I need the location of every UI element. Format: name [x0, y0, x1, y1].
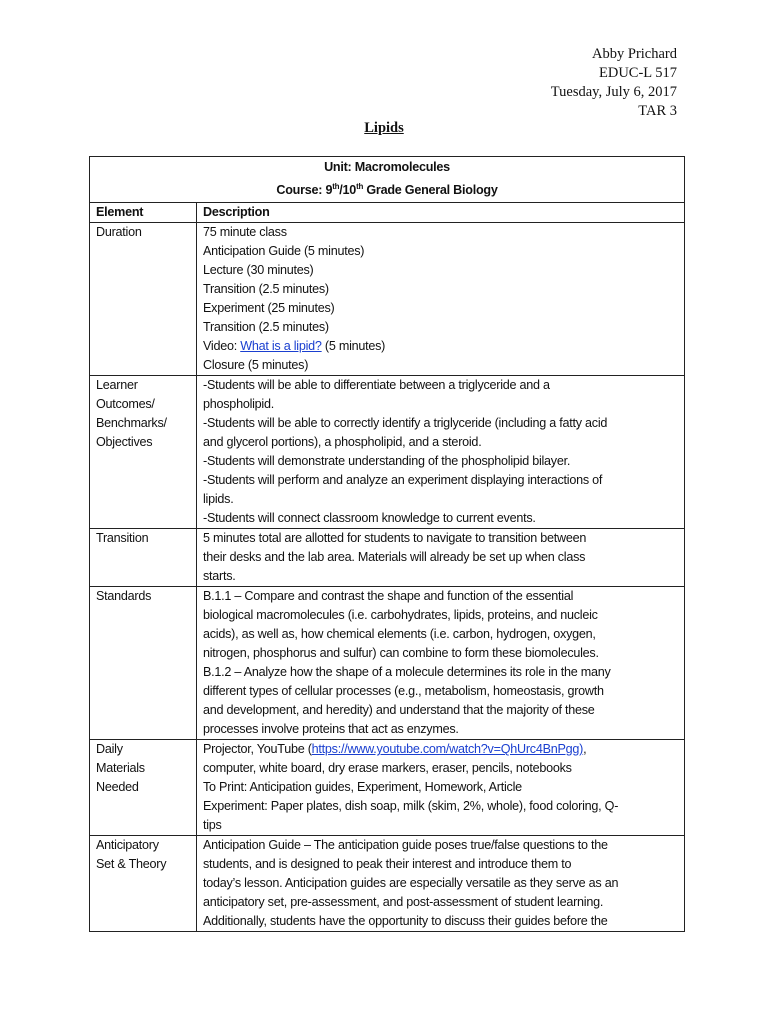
element-label: Benchmarks/ — [96, 416, 167, 431]
table-row — [90, 740, 685, 836]
text-segment: Lecture (30 minutes) — [203, 263, 314, 278]
text-segment: (5 minutes) — [321, 339, 386, 354]
text-segment: acids), as well as, how chemical elements (i.e. carbon, hydrogen, oxygen, — [203, 627, 596, 642]
text-segment: their desks and the lab area. Materials will already be set up when class — [203, 550, 586, 565]
text-segment: -Students will be able to correctly identify a triglyceride (including a fatty acid — [203, 416, 608, 431]
text-segment: lipids. — [203, 492, 234, 507]
element-label: Duration — [96, 225, 142, 240]
description-line — [203, 223, 678, 242]
element-label: Daily — [96, 742, 123, 757]
text-segment: B.1.2 – Analyze how the shape of a molecule determines its role in the many — [203, 665, 611, 680]
element-label: Learner — [96, 378, 138, 393]
description-line — [203, 874, 678, 893]
date: Tuesday, July 6, 2017 — [550, 84, 677, 100]
description-line — [203, 912, 678, 931]
text-segment: computer, white board, dry erase markers, eraser, pencils, notebooks — [203, 761, 572, 776]
element-label: Needed — [96, 780, 139, 795]
description-line — [203, 587, 678, 606]
table-row — [90, 587, 685, 740]
text-segment: Transition (2.5 minutes) — [203, 320, 329, 335]
text-segment: , — [583, 742, 587, 757]
description-line — [203, 682, 678, 701]
course-sup-1: th — [332, 182, 340, 191]
text-segment: Closure (5 minutes) — [203, 358, 309, 373]
course-title — [90, 177, 684, 200]
description-line — [203, 663, 678, 682]
text-segment: Anticipation Guide (5 minutes) — [203, 244, 365, 259]
document-header — [551, 45, 677, 121]
element-cell — [90, 376, 197, 529]
description-line — [203, 414, 678, 433]
description-cell — [197, 740, 685, 836]
course-code: EDUC-L 517 — [599, 65, 677, 81]
description-line — [203, 529, 678, 548]
element-label: Set & Theory — [96, 857, 167, 872]
author-name: Abby Prichard — [592, 46, 677, 62]
description-cell — [197, 836, 685, 932]
description-line — [203, 836, 678, 855]
description-cell — [197, 376, 685, 529]
description-line — [203, 720, 678, 739]
course-sup-2: th — [356, 182, 364, 191]
table-row — [90, 223, 685, 376]
description-line — [203, 299, 678, 318]
text-segment: -Students will demonstrate understanding of the phospholipid bilayer. — [203, 454, 571, 469]
description-line — [203, 740, 678, 759]
unit-header-row — [90, 157, 685, 203]
text-segment: nitrogen, phosphorus and sulfur) can combine to form these biomolecules. — [203, 646, 599, 661]
description-line — [203, 509, 678, 528]
description-line — [203, 644, 678, 663]
description-line — [203, 242, 678, 261]
element-cell — [90, 529, 197, 587]
element-label: Objectives — [96, 435, 153, 450]
column-header-element: Element — [90, 203, 197, 223]
hyperlink[interactable]: https://www.youtube.com/watch?v=QhUrc4BnPgg) — [311, 742, 584, 757]
column-header-description: Description — [197, 203, 685, 223]
text-segment: B.1.1 – Compare and contrast the shape and function of the essential — [203, 589, 574, 604]
description-line — [203, 893, 678, 912]
table-row — [90, 836, 685, 932]
text-segment: -Students will be able to differentiate between a triglyceride and a — [203, 378, 550, 393]
element-cell — [90, 587, 197, 740]
description-cell — [197, 529, 685, 587]
text-segment: -Students will perform and analyze an experiment displaying interactions of — [203, 473, 603, 488]
text-segment: different types of cellular processes (e.g., metabolism, homeostasis, growth — [203, 684, 604, 699]
description-line — [203, 701, 678, 720]
description-cell — [197, 223, 685, 376]
description-line — [203, 261, 678, 280]
description-line — [203, 797, 678, 816]
text-segment: Transition (2.5 minutes) — [203, 282, 329, 297]
element-label: Standards — [96, 589, 152, 604]
text-segment: students, and is designed to peak their interest and introduce them to — [203, 857, 572, 872]
text-segment: 75 minute class — [203, 225, 287, 240]
column-header-row — [90, 203, 685, 223]
description-line — [203, 606, 678, 625]
text-segment: Experiment: Paper plates, dish soap, milk (skim, 2%, whole), food coloring, Q- — [203, 799, 619, 814]
text-segment: biological macromolecules (i.e. carbohydrates, lipids, proteins, and nucleic — [203, 608, 598, 623]
element-label: Materials — [96, 761, 145, 776]
text-segment: processes involve proteins that act as enzymes. — [203, 722, 459, 737]
text-segment: -Students will connect classroom knowledge to current events. — [203, 511, 536, 526]
description-cell — [197, 587, 685, 740]
text-segment: and development, and heredity) and understand that the majority of these — [203, 703, 595, 718]
description-line — [203, 490, 678, 509]
description-line — [203, 759, 678, 778]
description-line — [203, 433, 678, 452]
document-title: Lipids — [364, 120, 404, 136]
element-label: Anticipatory — [96, 838, 159, 853]
text-segment: Projector, YouTube ( — [203, 742, 312, 757]
description-line — [203, 548, 678, 567]
unit-header-cell — [90, 157, 685, 203]
text-segment: Video: — [203, 339, 241, 354]
description-line — [203, 452, 678, 471]
table-row — [90, 529, 685, 587]
description-line — [203, 356, 678, 375]
text-segment: To Print: Anticipation guides, Experiment, Homework, Article — [203, 780, 522, 795]
hyperlink[interactable]: What is a lipid? — [240, 339, 322, 354]
assignment-label: TAR 3 — [638, 103, 677, 119]
text-segment: phospholipid. — [203, 397, 274, 412]
text-segment: 5 minutes total are allotted for students to navigate to transition between — [203, 531, 587, 546]
description-line — [203, 395, 678, 414]
description-line — [203, 625, 678, 644]
lesson-plan-table — [89, 156, 685, 932]
text-segment: starts. — [203, 569, 236, 584]
text-segment: today’s lesson. Anticipation guides are especially versatile as they serve as an — [203, 876, 619, 891]
description-line — [203, 337, 678, 356]
description-line — [203, 567, 678, 586]
text-segment: Anticipation Guide – The anticipation guide poses true/false questions to the — [203, 838, 608, 853]
text-segment: Additionally, students have the opportunity to discuss their guides before the — [203, 914, 608, 929]
description-line — [203, 855, 678, 874]
course-suffix: Grade General Biology — [363, 183, 498, 198]
element-label: Outcomes/ — [96, 397, 155, 412]
table-row — [90, 376, 685, 529]
description-line — [203, 778, 678, 797]
course-prefix: Course: 9 — [276, 183, 333, 198]
description-line — [203, 318, 678, 337]
course-mid: /10 — [339, 183, 357, 198]
text-segment: anticipatory set, pre-assessment, and post-assessment of student learning. — [203, 895, 604, 910]
element-label: Transition — [96, 531, 149, 546]
text-segment: tips — [203, 818, 222, 833]
element-cell — [90, 836, 197, 932]
element-cell — [90, 223, 197, 376]
element-cell — [90, 740, 197, 836]
description-line — [203, 471, 678, 490]
unit-title: Unit: Macromolecules — [324, 160, 450, 174]
text-segment: Experiment (25 minutes) — [203, 301, 335, 316]
description-line — [203, 376, 678, 395]
description-line — [203, 816, 678, 835]
text-segment: and glycerol portions), a phospholipid, and a steroid. — [203, 435, 482, 450]
description-line — [203, 280, 678, 299]
